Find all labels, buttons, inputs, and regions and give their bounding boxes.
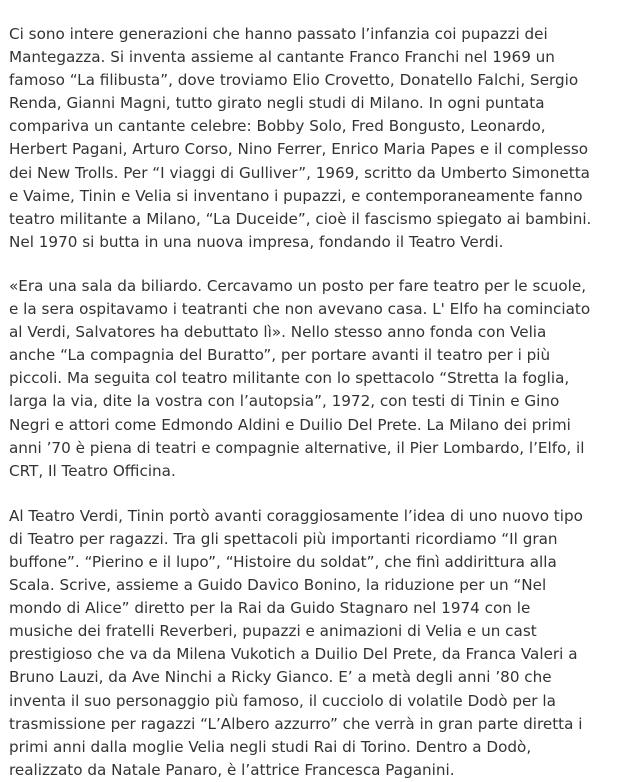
paragraph-3: Al Teatro Verdi, Tinin portò avanti coraggiosamente l’idea di uno nuovo tipo di Teatro per ragazzi. Tra gli spettacoli più importanti ricordiamo “Il gran buffone”. “Pierino e il lupo”, “Histoire du soldat”, che finì addirittura alla Scala. Scrive, assieme a Guido Davico Bonino, la riduzione per un “Nel mondo di Alice” diretto per la Rai da Guido Stagnaro nel 1974 con le musiche dei fratelli Reverberi, pupazzi e animazioni di Velia e un cast prestigioso che va da Milena Vukotich a Duilio Del Prete, da Franca Valeri a Bruno Lauzi, da Ave Ninchi a Ricky Gianco. E’ a metà degli anni ’80 che inventa il suo personaggio più famoso, il cucciolo di volatile Dodò per la trasmissione per ragazzi “L’Albero azzurro” che verrà in gran parte diretta i primi anni dalla moglie Velia negli studi Rai di Torino. Dentro a Dodò, realizzato da Natale Panaro, è l’attrice Francesca Paganini. xyxy=(9,506,583,779)
paragraph-2: «Era una sala da biliardo. Cercavamo un posto per fare teatro per le scuole, e la sera ospitavamo i teatranti che non avevano casa. L' Elfo ha cominciato al Verdi, Salvatores ha debuttato lì». Nello stesso anno fonda con Velia anche “La compagnia del Buratto”, per portare avanti il teatro per i più piccoli. Ma seguita col teatro militante con lo spettacolo “Stretta la foglia, larga la via, dite la vostra con l’autopsia”, 1972, con testi di Tinin e Gino Negri e attori come Edmondo Aldini e Duilio Del Prete. La Milano dei primi anni ’70 è piena di teatri e compagnie alternative, il Pier Lombardo, l’Elfo, il CRT, Il Teatro Officina. xyxy=(9,276,591,480)
paragraph-1: Ci sono intere generazioni che hanno passato l’infanzia coi pupazzi dei Mantegazza. Si inventa assieme al cantante Franco Franchi nel 1969 un famoso “La filibusta”, dove troviamo Elio Crovetto, Donatello Falchi, Sergio Renda, Gianni Magni, tutto girato negli studi di Milano. In ogni puntata compariva un cantante celebre: Bobby Solo, Fred Bongusto, Leonardo, Herbert Pagani, Arturo Corso, Nino Ferrer, Enrico Maria Papes e il complesso dei New Trolls. Per “I viaggi di Gulliver”, 1969, scritto da Umberto Simonetta e Vaime, Tinin e Velia si inventano i pupazzi, e contemporaneamente fanno teatro militante a Milano, “La Duceide”, cioè il fascismo spiegato ai bambini. Nel 1970 si butta in una nuova impresa, fondando il Teatro Verdi. xyxy=(9,25,592,251)
article-body xyxy=(9,0,615,782)
